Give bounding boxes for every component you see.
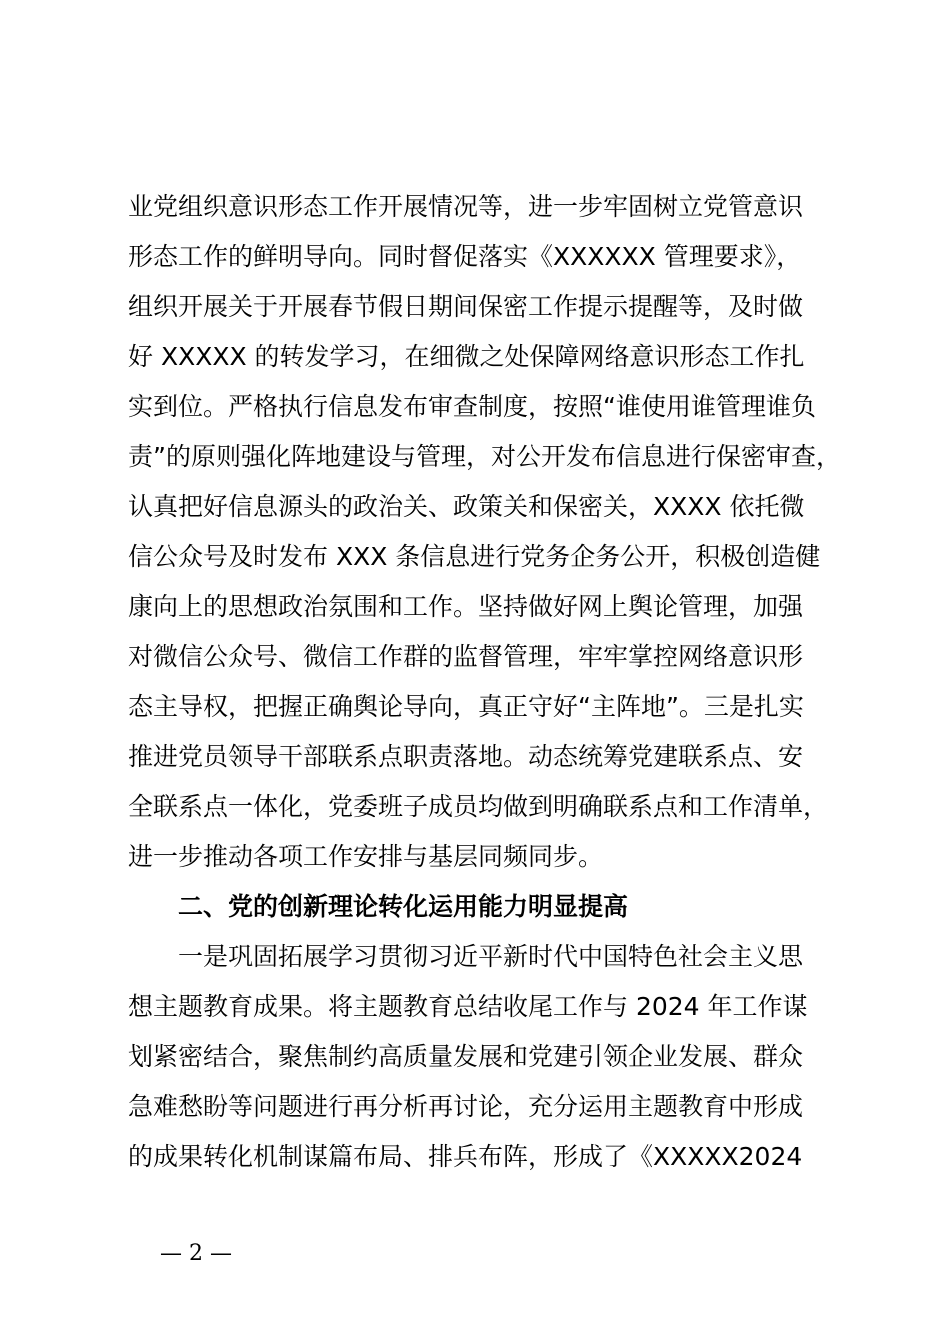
paragraph-line: 业党组织意识形态工作开展情况等，进一步牢固树立党管意识	[128, 192, 804, 221]
paragraph-line: 组织开展关于开展春节假日期间保密工作提示提醒等，及时做	[128, 292, 804, 321]
paragraph-line: 一是巩固拓展学习贯彻习近平新时代中国特色社会主义思	[178, 942, 804, 971]
paragraph-line: 想主题教育成果。将主题教育总结收尾工作与 2024 年工作谋	[128, 992, 808, 1021]
paragraph-line: 划紧密结合，聚焦制约高质量发展和党建引领企业发展、群众	[128, 1042, 804, 1071]
paragraph-line: 实到位。严格执行信息发布审查制度，按照“谁使用谁管理谁负	[128, 392, 816, 421]
paragraph-line: 形态工作的鲜明导向。同时督促落实《XXXXXX 管理要求》，	[128, 242, 802, 271]
paragraph-line: 推进党员领导干部联系点职责落地。动态统筹党建联系点、安	[128, 742, 804, 771]
paragraph-line: 认真把好信息源头的政治关、政策关和保密关，XXXX 依托微	[128, 492, 805, 521]
paragraph-line: 对微信公众号、微信工作群的监督管理，牢牢掌控网络意识形	[128, 642, 804, 671]
paragraph-line: 的成果转化机制谋篇布局、排兵布阵，形成了《XXXXX2024	[128, 1142, 803, 1171]
body-text	[128, 182, 848, 1182]
paragraph-line: 信公众号及时发布 XXX 条信息进行党务企务公开，积极创造健	[128, 542, 821, 571]
paragraph-line: 责”的原则强化阵地建设与管理，对公开发布信息进行保密审查，	[128, 442, 841, 471]
paragraph-line: 急难愁盼等问题进行再分析再讨论，充分运用主题教育中形成	[128, 1092, 804, 1121]
paragraph-line: 康向上的思想政治氛围和工作。坚持做好网上舆论管理，加强	[128, 592, 804, 621]
paragraph-line: 态主导权，把握正确舆论导向，真正守好“主阵地”。三是扎实	[128, 692, 804, 721]
paragraph-line: 进一步推动各项工作安排与基层同频同步。	[128, 842, 604, 871]
paragraph-line: 好 XXXXX 的转发学习，在细微之处保障网络意识形态工作扎	[128, 342, 805, 371]
paragraph-line: 全联系点一体化，党委班子成员均做到明确联系点和工作清单，	[128, 792, 829, 821]
section-heading: 二、党的创新理论转化运用能力明显提高	[178, 892, 629, 921]
page-number: — 2 —	[160, 1241, 232, 1266]
